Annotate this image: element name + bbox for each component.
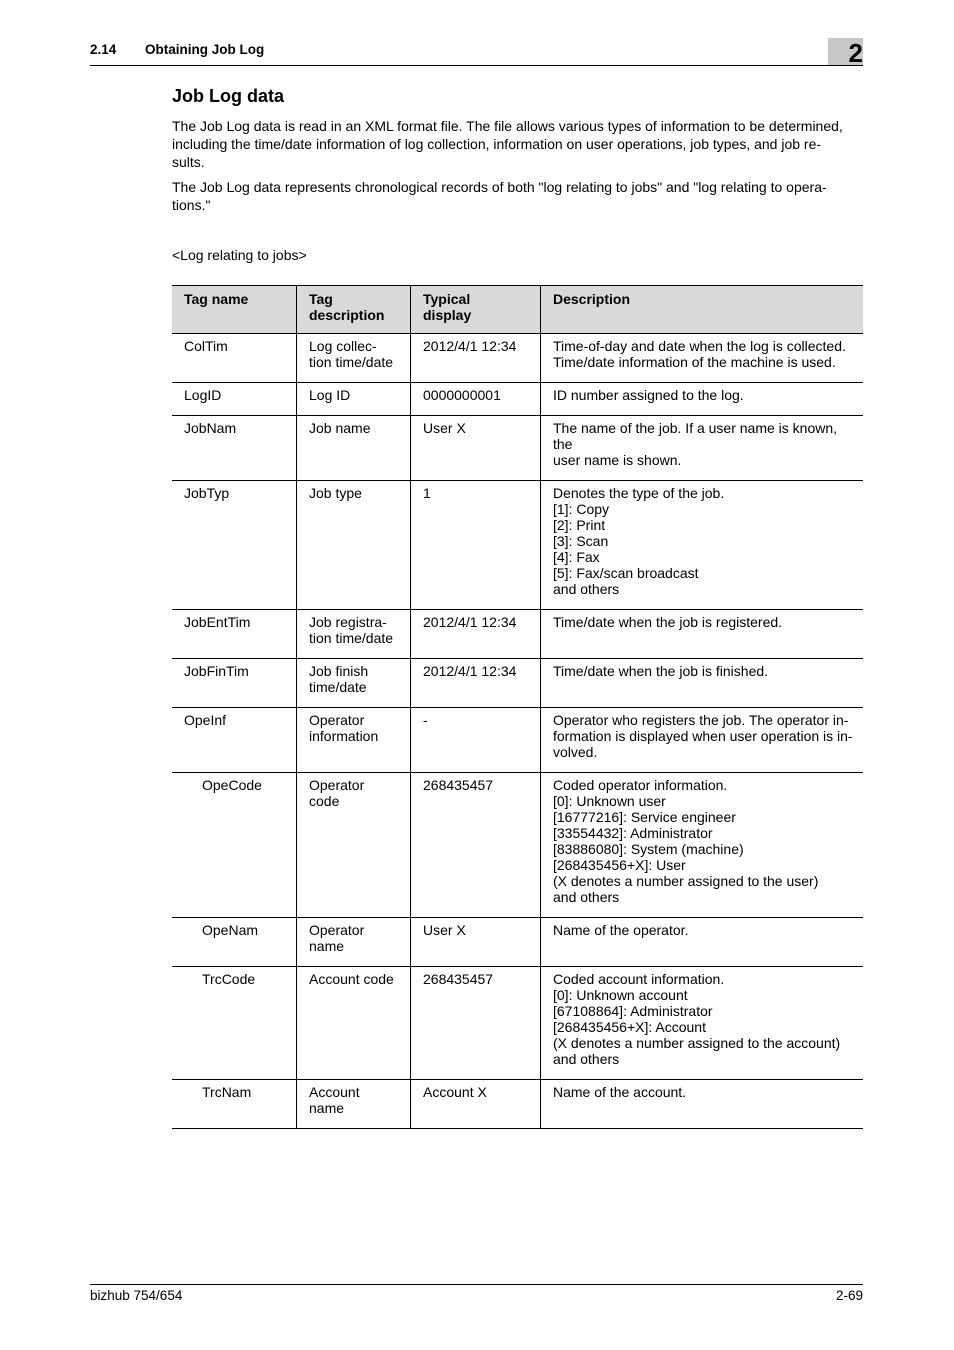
tag-description-cell: Log ID — [297, 383, 411, 416]
tag-description-cell: Account name — [297, 1080, 411, 1129]
description-cell: Coded operator information. [0]: Unknown user [16777216]: Service engineer [33554432]: Administrator [83886080]: System (machine) [268435456+X]: User (X denotes a number assigned to the user) and others — [541, 773, 864, 918]
tag-description-cell: Operator information — [297, 708, 411, 773]
description-cell: Time/date when the job is finished. — [541, 659, 864, 708]
tag-description-cell: Job type — [297, 481, 411, 610]
tag-name-cell: LogID — [172, 383, 297, 416]
table-row — [172, 659, 863, 708]
typical-display-cell: - — [411, 708, 541, 773]
paragraph-line: The Job Log data is read in an XML format file. The file allows various types of information to be determined, — [172, 118, 843, 134]
typical-display-cell: 2012/4/1 12:34 — [411, 610, 541, 659]
table-caption: <Log relating to jobs> — [172, 247, 307, 263]
header-tag-description: Tag description — [297, 286, 411, 334]
tag-name-cell: ColTim — [172, 334, 297, 383]
section-number: 2.14 — [90, 42, 117, 57]
intro-paragraph-2 — [172, 178, 864, 214]
table-row — [172, 918, 863, 967]
tag-name-cell: TrcNam — [172, 1080, 297, 1129]
page-footer — [90, 1284, 863, 1303]
tag-name-cell: JobFinTim — [172, 659, 297, 708]
table-row — [172, 334, 863, 383]
description-cell: Time-of-day and date when the log is collected. Time/date information of the machine is used. — [541, 334, 864, 383]
table-row — [172, 773, 863, 918]
chapter-tab — [828, 38, 863, 68]
typical-display-cell: User X — [411, 918, 541, 967]
chapter-number: 2 — [848, 38, 863, 68]
tag-description-cell: Account code — [297, 967, 411, 1080]
tag-name-cell: JobNam — [172, 416, 297, 481]
tag-description-cell: Job registra- tion time/date — [297, 610, 411, 659]
paragraph-line: including the time/date information of log collection, information on user operations, job types, and job re- — [172, 136, 822, 152]
typical-display-cell: 2012/4/1 12:34 — [411, 659, 541, 708]
section-title: Obtaining Job Log — [145, 42, 265, 57]
tag-name-cell: JobTyp — [172, 481, 297, 610]
typical-display-cell: 268435457 — [411, 773, 541, 918]
table-row — [172, 610, 863, 659]
paragraph-line: The Job Log data represents chronological records of both "log relating to jobs" and "log relating to opera- — [172, 179, 827, 195]
tag-name-cell: JobEntTim — [172, 610, 297, 659]
header-tag-name: Tag name — [172, 286, 297, 334]
table-row — [172, 416, 863, 481]
job-log-table — [172, 285, 863, 1129]
table-row — [172, 481, 863, 610]
tag-description-cell: Log collec- tion time/date — [297, 334, 411, 383]
paragraph-line: tions." — [172, 197, 211, 213]
typical-display-cell: User X — [411, 416, 541, 481]
tag-description-cell: Job finish time/date — [297, 659, 411, 708]
typical-display-cell: 2012/4/1 12:34 — [411, 334, 541, 383]
tag-description-cell: Job name — [297, 416, 411, 481]
description-cell: ID number assigned to the log. — [541, 383, 864, 416]
page-title: Job Log data — [172, 86, 284, 106]
typical-display-cell: 268435457 — [411, 967, 541, 1080]
description-cell: Coded account information. [0]: Unknown account [67108864]: Administrator [268435456+X]: Account (X denotes a number assigned to the account) and others — [541, 967, 864, 1080]
tag-description-cell: Operator name — [297, 918, 411, 967]
description-cell: Operator who registers the job. The operator in- formation is displayed when user operation is in- volved. — [541, 708, 864, 773]
description-cell: Denotes the type of the job. [1]: Copy [2]: Print [3]: Scan [4]: Fax [5]: Fax/scan broadcast and others — [541, 481, 864, 610]
tag-name-cell: TrcCode — [172, 967, 297, 1080]
table-row — [172, 708, 863, 773]
header-description: Description — [541, 286, 864, 334]
tag-name-cell: OpeCode — [172, 773, 297, 918]
intro-paragraph-1 — [172, 117, 864, 171]
tag-description-cell: Operator code — [297, 773, 411, 918]
table-row — [172, 967, 863, 1080]
header-typical-display: Typical display — [411, 286, 541, 334]
table-row — [172, 383, 863, 416]
paragraph-line: sults. — [172, 154, 205, 170]
table-row — [172, 1080, 863, 1129]
table-header-row — [172, 286, 863, 334]
typical-display-cell: Account X — [411, 1080, 541, 1129]
footer-model: bizhub 754/654 — [90, 1288, 183, 1303]
description-cell: Name of the operator. — [541, 918, 864, 967]
tag-name-cell: OpeNam — [172, 918, 297, 967]
running-header — [90, 38, 863, 66]
description-cell: Name of the account. — [541, 1080, 864, 1129]
typical-display-cell: 1 — [411, 481, 541, 610]
tag-name-cell: OpeInf — [172, 708, 297, 773]
page-number: 2-69 — [835, 1288, 863, 1303]
description-cell: Time/date when the job is registered. — [541, 610, 864, 659]
description-cell: The name of the job. If a user name is known, the user name is shown. — [541, 416, 864, 481]
typical-display-cell: 0000000001 — [411, 383, 541, 416]
